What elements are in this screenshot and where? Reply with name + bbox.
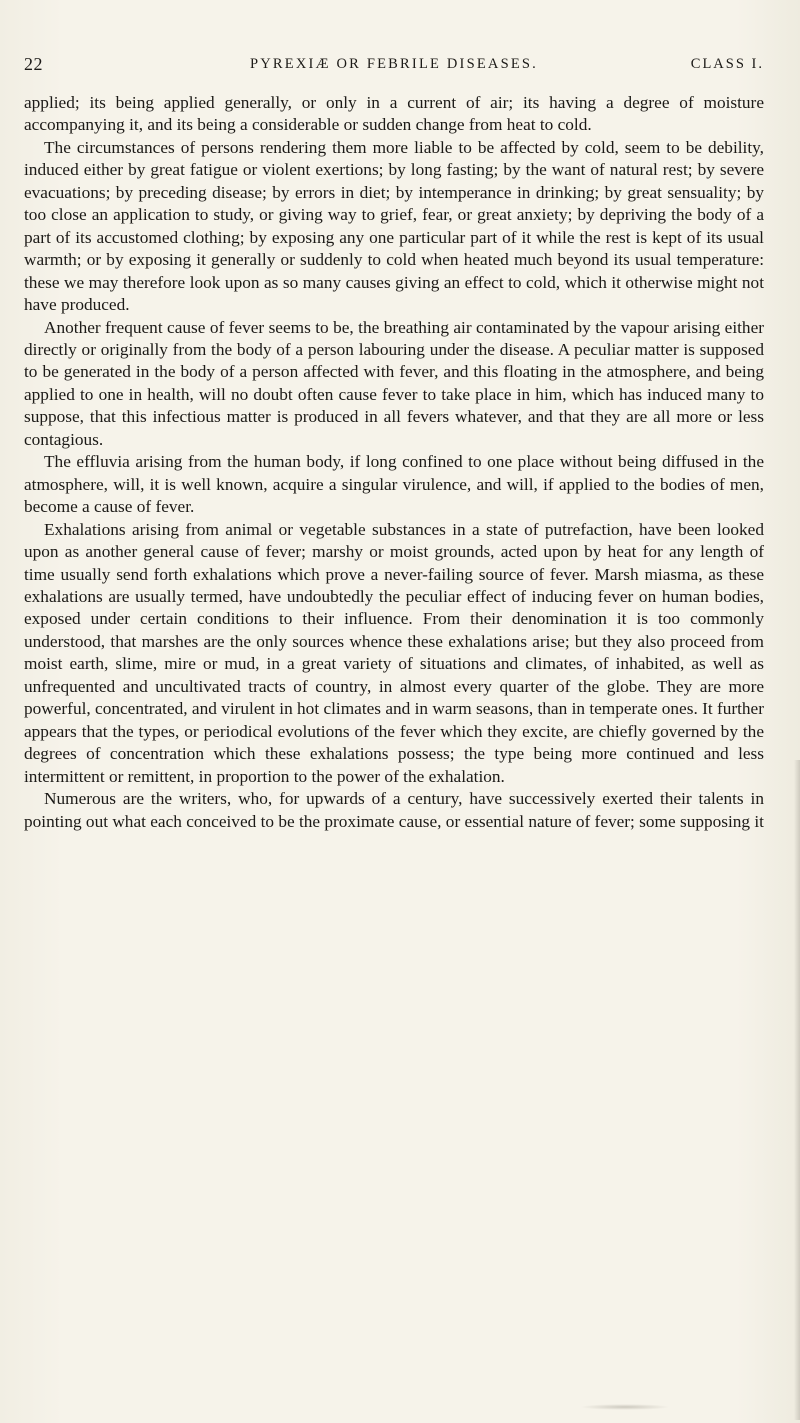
paragraph: The effluvia arising from the human body, if long confined to one place without being diffused in the atmosphere, will, it is well known, acquire a singular virulence, and will, if applied to the bodies of men, become a cause of fever.	[24, 452, 764, 517]
body-text	[24, 92, 764, 833]
page-edge-shadow	[794, 760, 800, 1420]
paragraph: Exhalations arising from animal or vegetable substances in a state of putrefaction, have been looked upon as another general cause of fever; marshy or moist grounds, acted upon by heat for any length of time usually send forth exhalations which prove a never-failing source of fever. Marsh miasma, as these exhalations are usually termed, have undoubtedly the peculiar effect of inducing fever on human bodies, exposed under certain conditions to their influence. From their denomination it is too commonly understood, that marshes are the only sources whence these exhalations arise; but they also proceed from moist earth, slime, mire or mud, in a great variety of situations and climates, of inhabited, as well as unfrequented and uncultivated tracts of country, in almost every quarter of the globe. They are more powerful, concentrated, and virulent in hot climates and in warm seasons, than in temperate ones. It further appears that the types, or periodical evolutions of the fever which they excite, are chiefly governed by the degrees of concentration which these exhalations possess; the type being more continued and less intermittent or remittent, in proportion to the power of the exhalation.	[24, 519, 764, 786]
running-head: PYREXIÆ OR FEBRILE DISEASES.	[250, 56, 538, 72]
paragraph: Numerous are the writers, who, for upwards of a century, have successively exerted their talents in pointing out what each conceived to be the proximate cause, or essential nature of fever; some supposing it	[24, 789, 764, 831]
paragraph: applied; its being applied generally, or only in a current of air; its having a degree of moisture accompanying it, and its being a considerable or sudden change from heat to cold.	[24, 93, 764, 135]
paragraph: Another frequent cause of fever seems to be, the breathing air contaminated by the vapour arising either directly or originally from the body of a person labouring under the disease. A peculiar matter is supposed to be generated in the body of a person affected with fever, and this floating in the atmosphere, and being applied to one in health, will no doubt often cause fever to take place in him, which has induced many to suppose, that this infectious matter is produced in all fevers whatever, and that they are all more or less contagious.	[24, 317, 764, 449]
ink-smudge	[580, 1404, 670, 1410]
class-label: CLASS I.	[690, 56, 764, 72]
paragraph: The circumstances of persons rendering them more liable to be affected by cold, seem to be debility, induced either by great fatigue or violent exertions; by long fasting; by the want of natural rest; by severe evacuations; by preceding disease; by errors in diet; by intemperance in drinking; by great sensuality; by too close an application to study, or giving way to grief, fear, or great anxiety; by depriving the body of a part of its accustomed clothing; by exposing any one particular part of it while the rest is kept of its usual warmth; or by exposing it generally or suddenly to cold when heated much beyond its usual temperature: these we may therefore look upon as so many causes giving an effect to cold, which it otherwise might not have produced.	[24, 137, 764, 315]
page-number: 22	[24, 54, 43, 74]
page-header	[24, 54, 764, 80]
